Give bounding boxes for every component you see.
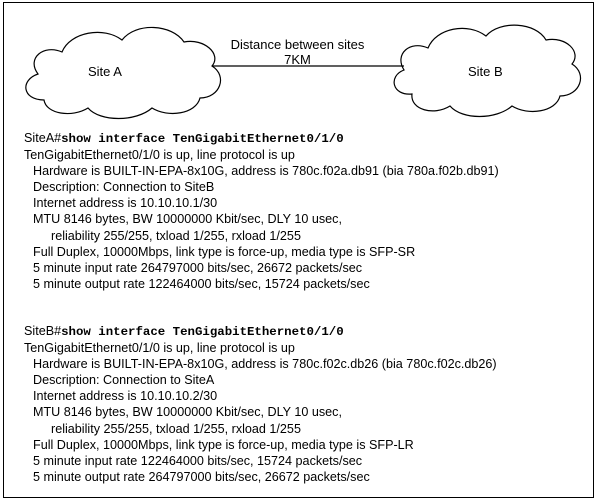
distance-caption: Distance between sites [230,37,365,52]
cli-output-line: TenGigabitEthernet0/1/0 is up, line protocol is up [24,148,295,163]
distance-value: 7KM [284,52,311,67]
cli-output-line: MTU 8146 bytes, BW 10000000 Kbit/sec, DLY 10 usec, [33,212,342,227]
cli-output-line: 5 minute input rate 264797000 bits/sec, 26672 packets/sec [33,260,363,275]
cli-output-line: 5 minute input rate 122464000 bits/sec, 15724 packets/sec [33,453,363,468]
cli-output-line: Internet address is 10.10.10.1/30 [33,196,218,211]
cli-output-line: MTU 8146 bytes, BW 10000000 Kbit/sec, DLY 10 usec, [33,405,342,420]
cli-output-line: Hardware is BUILT-IN-EPA-8x10G, address is 780c.f02a.db91 (bia 780a.f02b.db91) [33,164,499,179]
cli-output-line: 5 minute output rate 122464000 bits/sec, 15724 packets/sec [33,276,370,291]
site-a-label: Site A [88,64,122,79]
cli-output-line: reliability 255/255, txload 1/255, rxload 1/255 [51,421,301,436]
cli-command: show interface TenGigabitEthernet0/1/0 [61,132,344,146]
cli-output-line: Hardware is BUILT-IN-EPA-8x10G, address is 780c.f02c.db26 (bia 780c.f02c.db26) [33,357,497,372]
cli-command: show interface TenGigabitEthernet0/1/0 [61,325,344,339]
site-b-cli-output [24,323,497,485]
cli-output-line: Description: Connection to SiteA [33,373,215,388]
cli-output-line: TenGigabitEthernet0/1/0 is up, line protocol is up [24,341,295,356]
cli-prompt-host: SiteA# [24,131,62,145]
distance-label [205,37,390,67]
cli-output-line: Full Duplex, 10000Mbps, link type is force-up, media type is SFP-SR [33,244,416,259]
cli-prompt-line [24,323,497,340]
site-b-label: Site B [468,64,503,79]
site-a-cli-output [24,130,499,292]
cli-prompt-host: SiteB# [24,324,62,338]
cli-output-line: Full Duplex, 10000Mbps, link type is force-up, media type is SFP-LR [33,437,414,452]
cli-output-line: reliability 255/255, txload 1/255, rxload 1/255 [51,228,301,243]
cli-output-line: Internet address is 10.10.10.2/30 [33,389,218,404]
cli-output-line: Description: Connection to SiteB [33,180,215,195]
cli-prompt-line [24,130,499,147]
site-a-cloud [26,27,221,118]
cli-output-line: 5 minute output rate 264797000 bits/sec, 26672 packets/sec [33,469,370,484]
